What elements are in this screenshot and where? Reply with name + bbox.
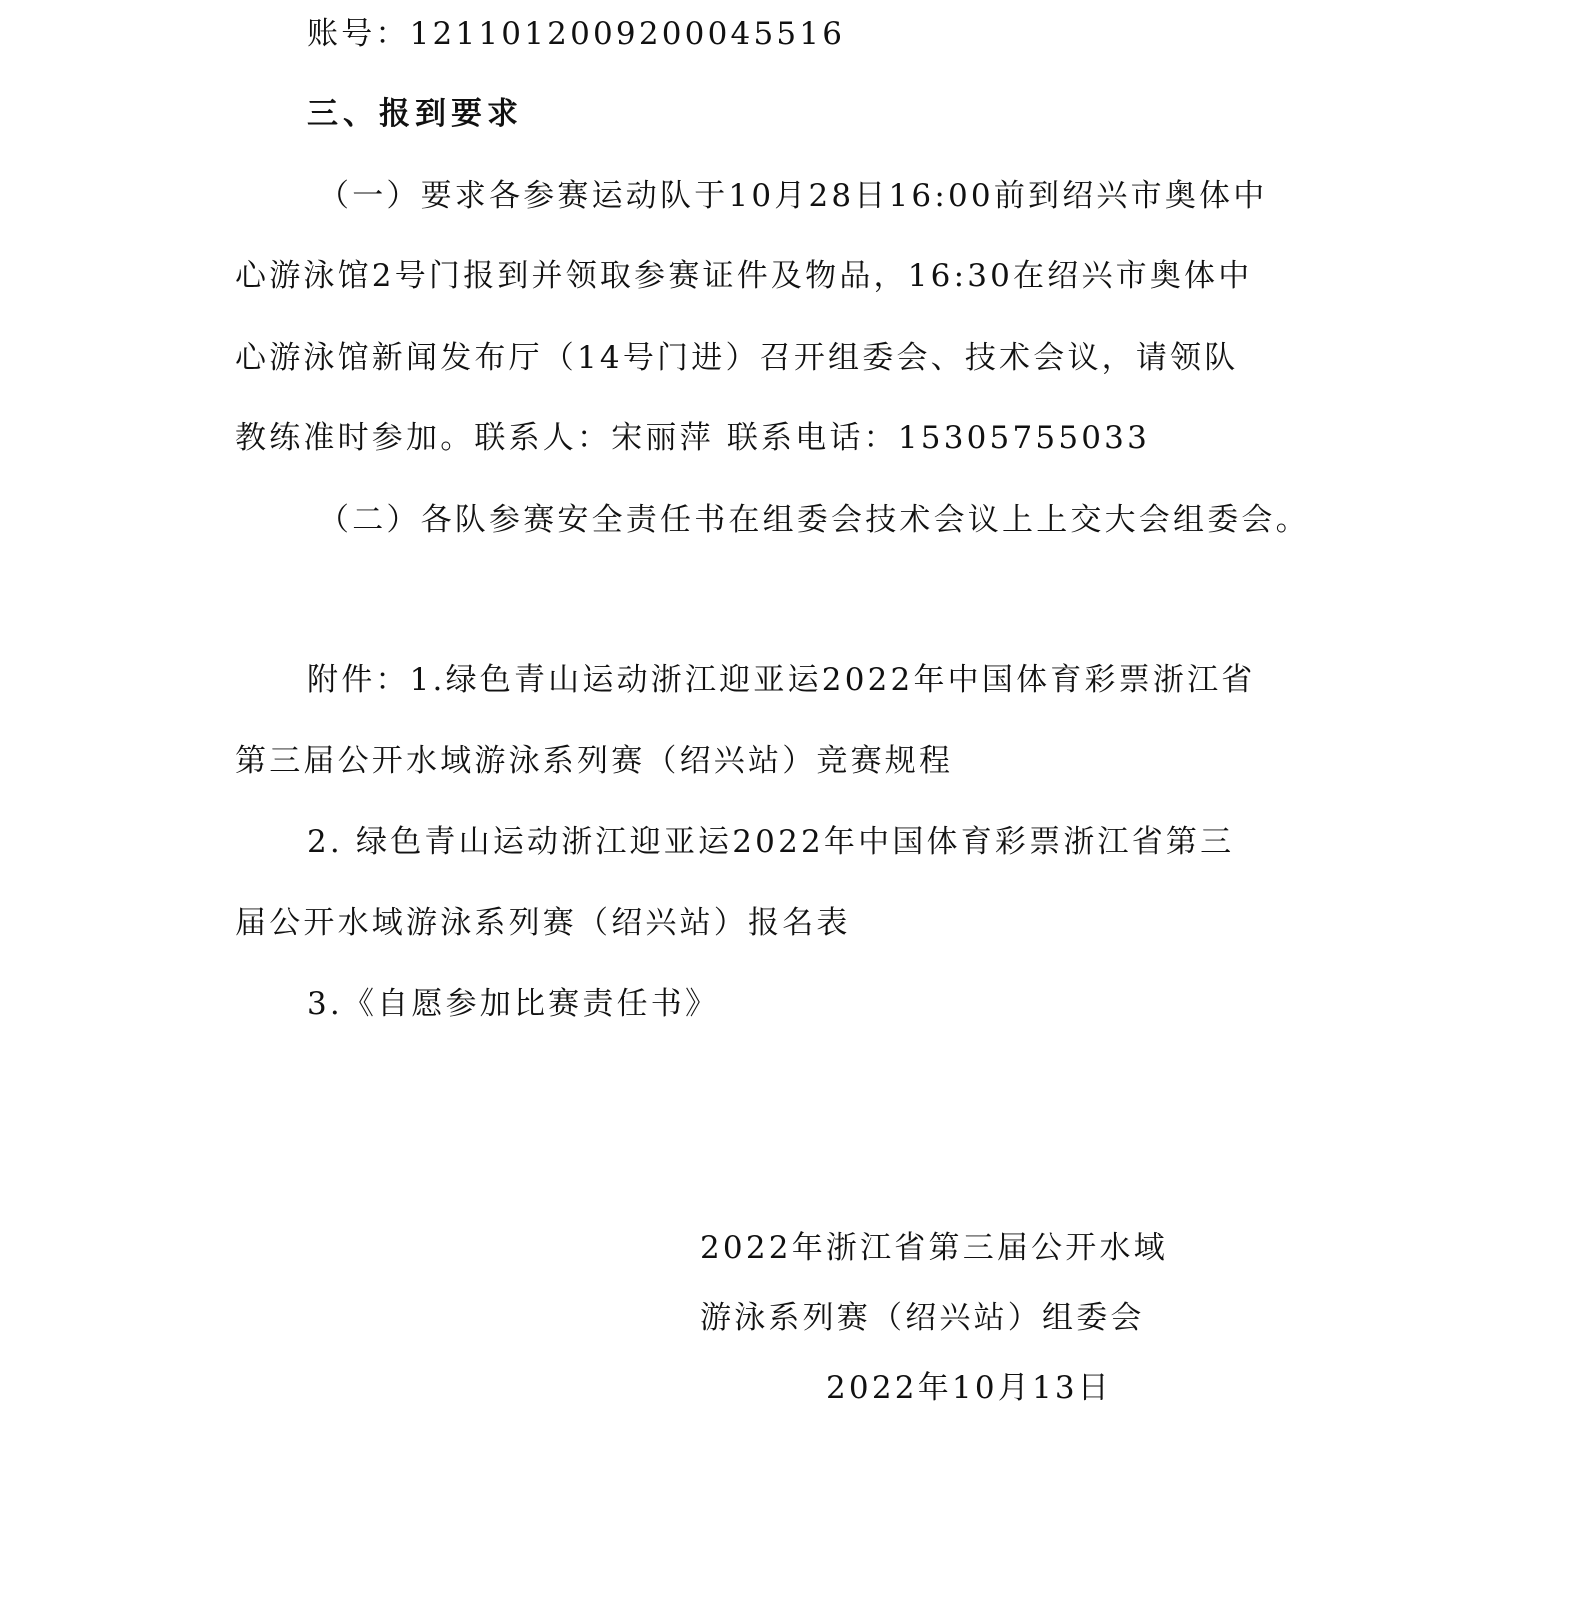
paragraph-1-line-2: 心游泳馆2号门报到并领取参赛证件及物品，16:30在绍兴市奥体中 — [235, 258, 1253, 294]
paragraph-2: （二）各队参赛安全责任书在组委会技术会议上上交大会组委会。 — [318, 502, 1310, 538]
attachment-2-line-1: 2. 绿色青山运动浙江迎亚运2022年中国体育彩票浙江省第三 — [307, 824, 1235, 860]
account-label: 账号： — [307, 16, 410, 52]
attachment-1-line-2: 第三届公开水域游泳系列赛（绍兴站）竞赛规程 — [235, 743, 954, 779]
signature-org-line-2: 游泳系列赛（绍兴站）组委会 — [700, 1300, 1145, 1336]
attachment-2-line-2: 届公开水域游泳系列赛（绍兴站）报名表 — [235, 905, 851, 941]
paragraph-1-line-4: 教练准时参加。联系人：宋丽萍 联系电话：15305755033 — [235, 420, 1151, 456]
paragraph-1-line-1: （一）要求各参赛运动队于10月28日16:00前到绍兴市奥体中 — [318, 178, 1268, 214]
account-number: 121101200920004551​6 — [409, 16, 846, 52]
attachment-3: 3.《自愿参加比赛责任书》 — [307, 986, 720, 1022]
paragraph-1-line-3: 心游泳馆新闻发布厅（14号门进）召开组委会、技术会议，请领队 — [235, 340, 1239, 376]
signature-date: 2022年10月13日 — [826, 1370, 1112, 1406]
signature-org-line-1: 2022年浙江省第三届公开水域 — [700, 1230, 1168, 1266]
attachment-1-line-1: 附件：1.绿色青山运动浙江迎亚运2022年中国体育彩票浙江省 — [307, 662, 1256, 698]
section-heading-report: 三、报到要求 — [307, 96, 523, 132]
account-line — [307, 14, 845, 54]
